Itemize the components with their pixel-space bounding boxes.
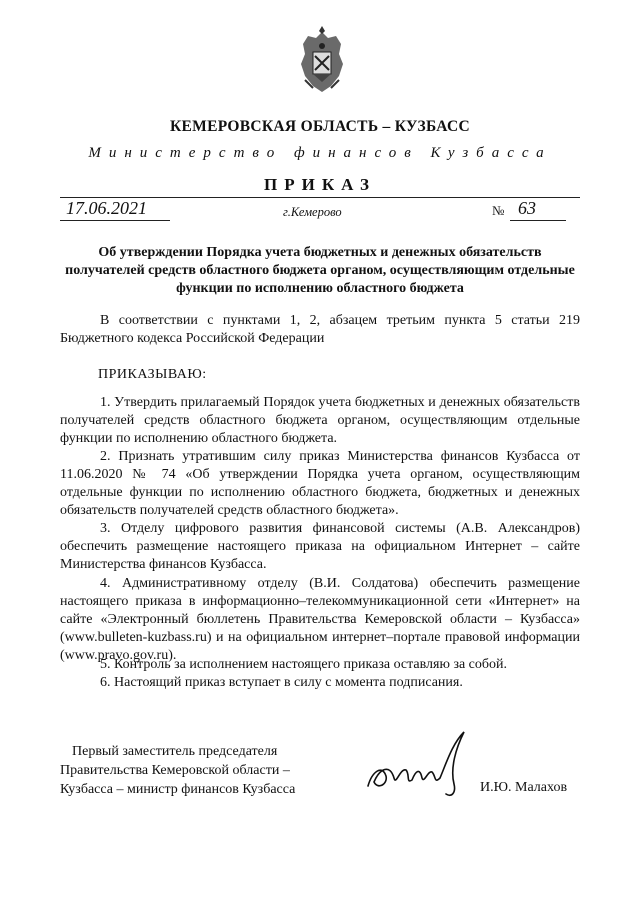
coat-of-arms-icon (291, 24, 353, 98)
document-city: г.Кемерово (283, 205, 342, 219)
date-underline (60, 220, 170, 221)
number-label: № (492, 203, 505, 218)
order-item: 6. Настоящий приказ вступает в силу с момента подписания. (100, 675, 463, 690)
signatory-position: Первый заместитель председателя Правительства Кемеровской области – Кузбасса – министр финансов Кузбасса (60, 744, 296, 797)
order-item: 4. Административному отделу (В.И. Солдатова) обеспечить размещение настоящего приказа в информационно–телекоммуникационной сети «Интернет» на сайте «Электронный бюллетень Правительства Кемеровской области – Кузбасса» (www.bulleten-kuzbass.ru) и на официальном интернет–портале правовой информации (www.pravo.gov.ru). (60, 576, 580, 663)
ministry-name: Министерство финансов Кузбасса (88, 145, 552, 161)
legal-basis: В соответствии с пунктами 1, 2, абзацем третьим пункта 5 статьи 219 Бюджетного кодекса Российской Федерации (60, 313, 580, 346)
region-name: КЕМЕРОВСКАЯ ОБЛАСТЬ – КУЗБАСС (169, 118, 470, 135)
document-type: ПРИКАЗ (264, 175, 376, 194)
order-item: 5. Контроль за исполнением настоящего приказа оставляю за собой. (100, 657, 508, 672)
order-item: 1. Утвердить прилагаемый Порядок учета бюджетных и денежных обязательств получателей средств областного бюджета органом, осуществляющим отдельные функции по исполнению областного бюджета. (60, 395, 580, 446)
order-item: 3. Отделу цифрового развития финансовой системы (А.В. Александров) обеспечить размещение настоящего приказа на официальном Интернет – сайте Министерства финансов Кузбасса. (60, 521, 580, 572)
document-title: Об утверждении Порядка учета бюджетных и денежных обязательств получателей средств областного бюджета органом, осуществляющим отдельные функции по исполнению областного бюджета (65, 245, 575, 296)
handwritten-signature (360, 724, 480, 804)
document-date: 17.06.2021 (66, 198, 147, 218)
order-item: 2. Признать утратившим силу приказ Министерства финансов Кузбасса от 11.06.2020 № 74 «Об утверждении Порядка учета органом, осуществляющим отдельные функции по исполнению областного бюджета, бюджетных и денежных обязательств получателей средств областного бюджета». (60, 449, 580, 518)
signatory-name: И.Ю. Малахов (480, 780, 568, 795)
number-underline (510, 220, 566, 221)
document-number: 63 (518, 198, 536, 218)
order-word: ПРИКАЗЫВАЮ: (98, 367, 207, 382)
